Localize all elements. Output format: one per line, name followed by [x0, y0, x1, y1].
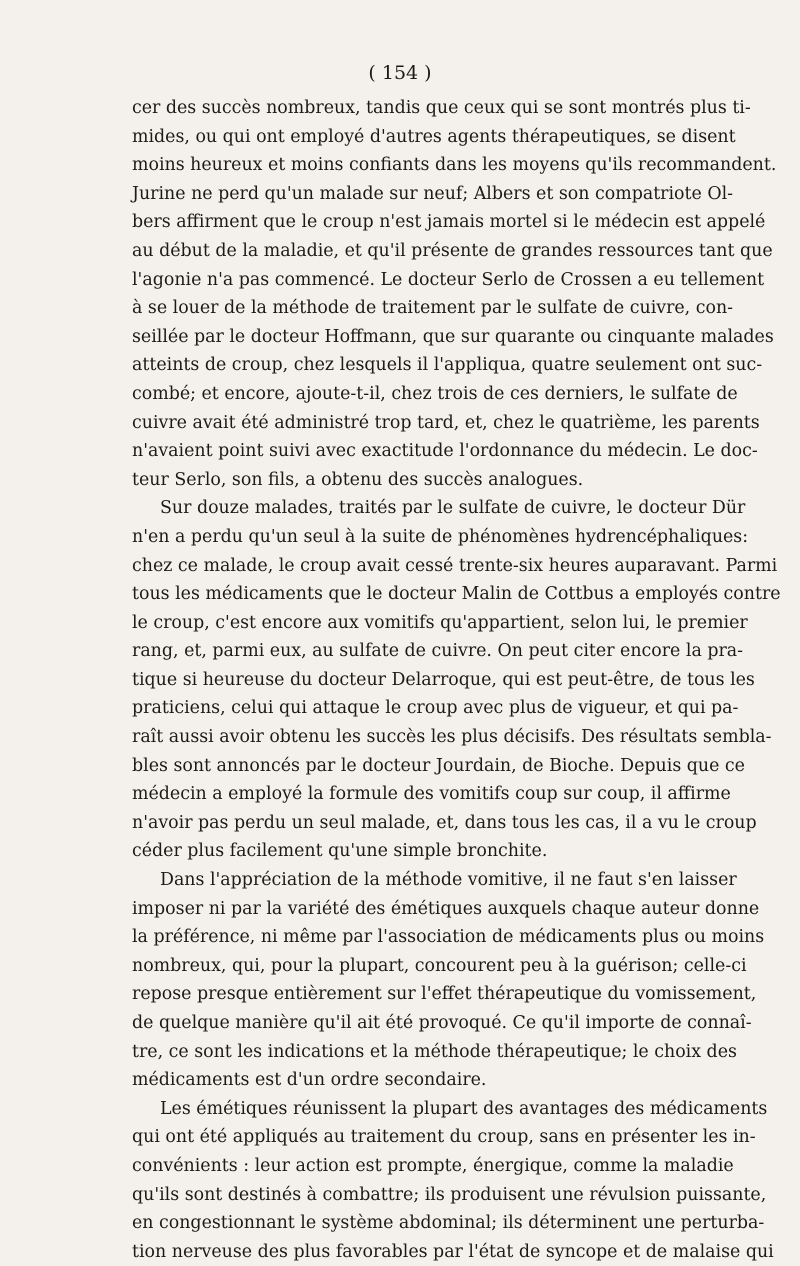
page-number: ( 154 ) [368, 62, 432, 84]
text-line: Sur douze malades, traités par le sulfate de cuivre, le docteur Dür [160, 498, 746, 519]
paragraph [132, 1095, 774, 1266]
text-line: tous les médicaments que le docteur Malin de Cottbus a employés contre [132, 584, 781, 605]
text-line: médicaments est d'un ordre secondaire. [132, 1070, 487, 1091]
text-line: qu'ils sont destinés à combattre; ils produisent une révulsion puissante, [132, 1184, 767, 1205]
text-line: chez ce malade, le croup avait cessé trente-six heures auparavant. Parmi [132, 555, 778, 576]
text-line: tion nerveuse des plus favorables par l'état de syncope et de malaise qui [132, 1241, 774, 1262]
text-line: n'en a perdu qu'un seul à la suite de phénomènes hydrencéphaliques: [132, 526, 749, 547]
text-line: combé; et encore, ajoute-t-il, chez trois de ces derniers, le sulfate de [132, 383, 738, 404]
text-line: atteints de croup, chez lesquels il l'appliqua, quatre seulement ont suc- [132, 355, 763, 376]
text-line: imposer ni par la variété des émétiques auxquels chaque auteur donne [132, 898, 760, 919]
text-line: repose presque entièrement sur l'effet thérapeutique du vomissement, [132, 984, 757, 1005]
text-line: n'avaient point suivi avec exactitude l'ordonnance du médecin. Le doc- [132, 441, 758, 462]
text-line: de quelque manière qu'il ait été provoqué. Ce qu'il importe de connaî- [132, 1013, 752, 1033]
text-line: seillée par le docteur Hoffmann, que sur quarante ou cinquante malades [132, 326, 774, 347]
text-line: Dans l'appréciation de la méthode vomitive, il ne faut s'en laisser [160, 870, 737, 891]
text-line: cuivre avait été administré trop tard, et, chez le quatrième, les parents [132, 412, 760, 433]
text-line: la préférence, ni même par l'association de médicaments plus ou moins [132, 927, 765, 948]
text-line: teur Serlo, son fils, a obtenu des succès analogues. [132, 469, 584, 490]
paragraph [132, 94, 777, 494]
text-line: praticiens, celui qui attaque le croup avec plus de vigueur, et qui pa- [132, 698, 739, 719]
text-line: tique si heureuse du docteur Delarroque, qui est peut-être, de tous les [132, 669, 755, 690]
text-line: en congestionnant le système abdominal; ils déterminent une perturba- [132, 1213, 765, 1234]
text-line: cer des succès nombreux, tandis que ceux qui se sont montrés plus ti- [132, 98, 751, 118]
text-line: n'avoir pas perdu un seul malade, et, dans tous les cas, il a vu le croup [132, 812, 757, 833]
paragraph [132, 494, 781, 866]
text-line: bles sont annoncés par le docteur Jourdain, de Bioche. Depuis que ce [132, 755, 745, 776]
text-line: le croup, c'est encore aux vomitifs qu'appartient, selon lui, le premier [132, 612, 748, 633]
text-line: Jurine ne perd qu'un malade sur neuf; Albers et son compatriote Ol- [132, 183, 734, 204]
text-line: médecin a employé la formule des vomitifs coup sur coup, il affirme [132, 784, 731, 805]
text-line: à se louer de la méthode de traitement par le sulfate de cuivre, con- [132, 298, 734, 319]
text-line: l'agonie n'a pas commencé. Le docteur Serlo de Crossen a eu tellement [132, 269, 765, 290]
text-line: au début de la maladie, et qu'il présente de grandes ressources tant que [132, 240, 773, 261]
text-line: mides, ou qui ont employé d'autres agents thérapeutiques, se disent [132, 126, 736, 147]
text-line: rang, et, parmi eux, au sulfate de cuivre. On peut citer encore la pra- [132, 641, 744, 662]
text-line: nombreux, qui, pour la plupart, concourent peu à la guérison; celle-ci [132, 955, 747, 976]
text-line: Les émétiques réunissent la plupart des avantages des médicaments [160, 1098, 768, 1119]
text-line: bers affirment que le croup n'est jamais mortel si le médecin est appelé [132, 212, 766, 233]
body-text [132, 94, 781, 1266]
text-line: qui ont été appliqués au traitement du croup, sans en présenter les in- [132, 1127, 756, 1148]
text-line: tre, ce sont les indications et la méthode thérapeutique; le choix des [132, 1041, 737, 1062]
text-line: céder plus facilement qu'une simple bronchite. [132, 841, 548, 862]
text-line: convénients : leur action est prompte, énergique, comme la maladie [132, 1155, 734, 1176]
text-line: moins heureux et moins confiants dans les moyens qu'ils recommandent. [132, 155, 777, 176]
text-line: raît aussi avoir obtenu les succès les plus décisifs. Des résultats sembla- [132, 727, 772, 748]
paragraph [132, 866, 765, 1095]
